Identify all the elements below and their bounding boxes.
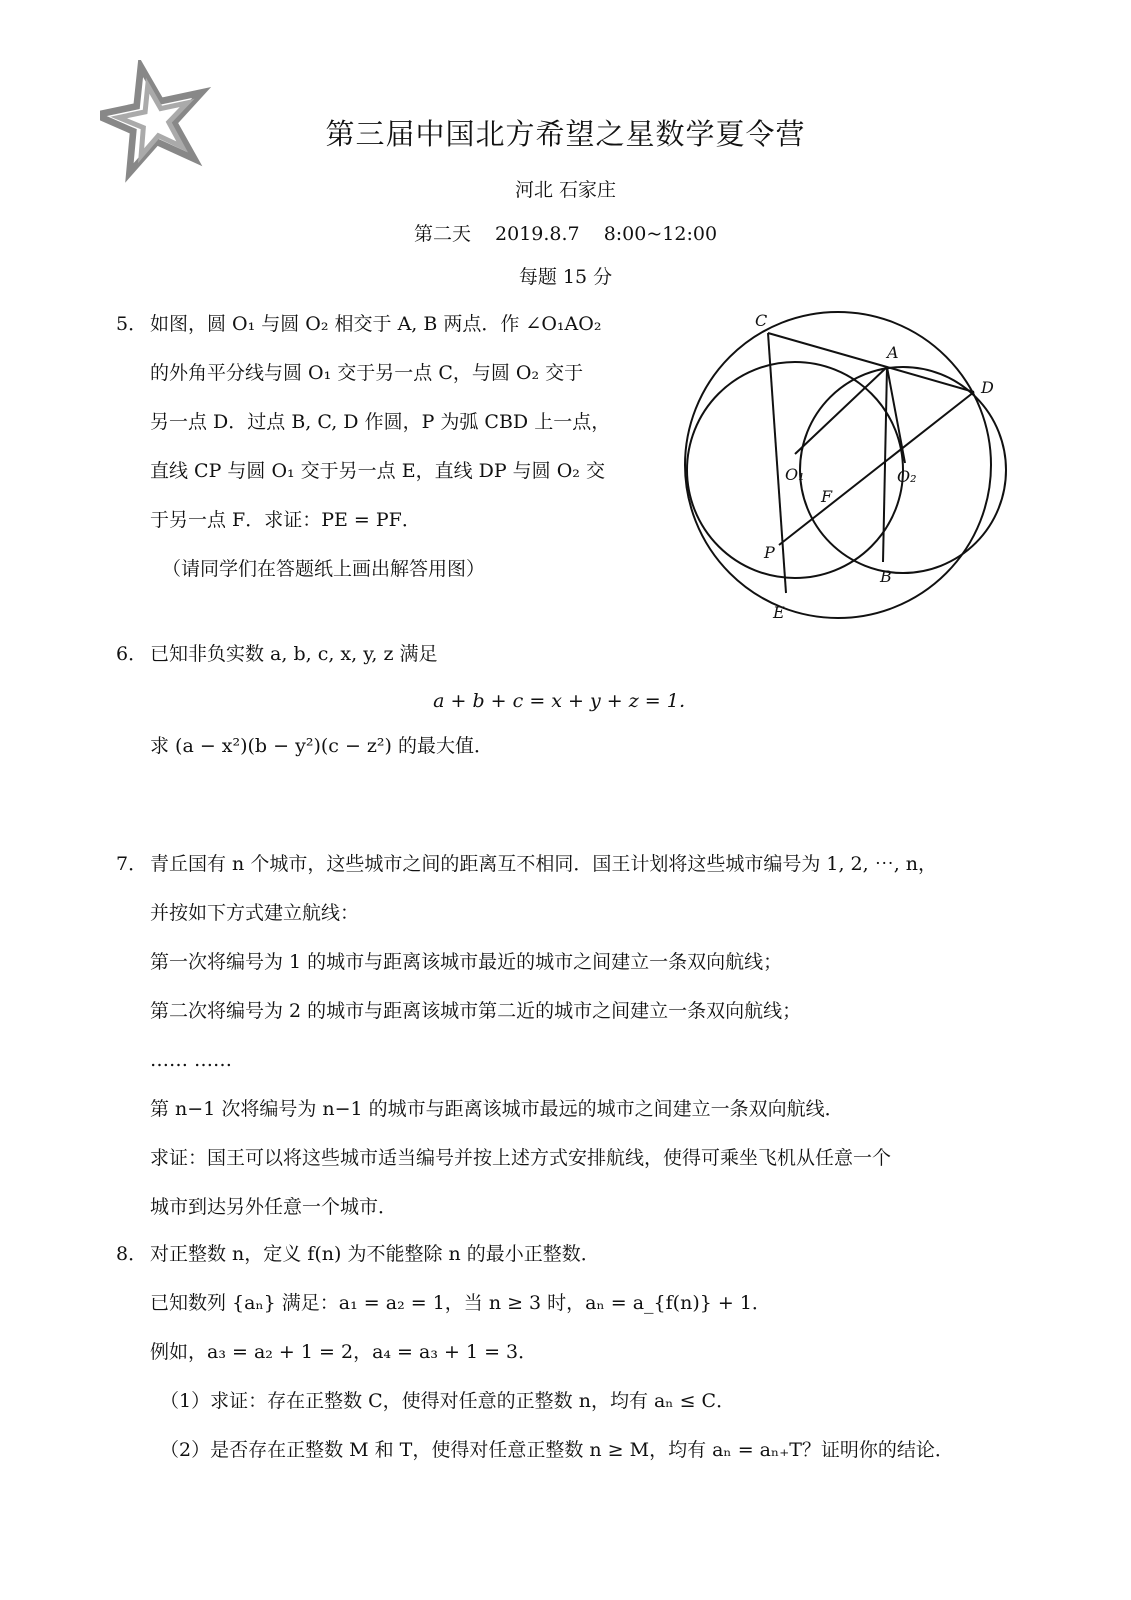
problem-6-number: 6． <box>116 643 148 665</box>
problem-7-line: 第一次将编号为 1 的城市与距离该城市最近的城市之间建立一条双向航线； <box>150 951 783 973</box>
line-a-o2 <box>887 367 905 463</box>
problem-7-text <box>150 840 1030 1232</box>
label-o2: O₂ <box>897 467 917 486</box>
label-d: D <box>981 378 994 397</box>
problem-7-line: 并按如下方式建立航线： <box>150 902 360 924</box>
problem-8-number: 8． <box>116 1243 148 1265</box>
date-label: 2019.8.7 <box>495 223 580 245</box>
problem-8-line: （2）是否存在正整数 M 和 T，使得对任意正整数 n ≥ M，均有 aₙ = aₙ₊T？证明你的结论． <box>160 1439 954 1461</box>
problem-8-line: 已知数列 {aₙ} 满足：a₁ = a₂ = 1，当 n ≥ 3 时，aₙ = a_{f(n)} + 1． <box>150 1292 771 1314</box>
geometry-figure <box>655 300 1035 630</box>
problem-8-line: （1）求证：存在正整数 C，使得对任意的正整数 n，均有 aₙ ≤ C． <box>160 1390 736 1412</box>
problem-7-number: 7． <box>116 853 148 875</box>
problem-7-line: 城市到达另外任意一个城市． <box>150 1196 398 1218</box>
problem-6-line-2: 求 (a − x²)(b − y²)(c − z²) 的最大值． <box>150 735 493 757</box>
problem-6-line-1: 已知非负实数 a, b, c, x, y, z 满足 <box>150 643 438 665</box>
day-date-time <box>0 219 1131 246</box>
problem-8-text <box>150 1230 1030 1475</box>
problem-8-line: 例如，a₃ = a₂ + 1 = 2，a₄ = a₃ + 1 = 3． <box>150 1341 538 1363</box>
day-label: 第二天 <box>413 223 471 245</box>
location: 河北 石家庄 <box>514 179 617 201</box>
line-d-p <box>779 392 974 545</box>
problem-5-line: 于另一点 F．求证：PE = PF． <box>150 509 421 531</box>
label-o1: O₁ <box>785 465 805 484</box>
label-f: F <box>821 487 833 506</box>
line-a-o1 <box>795 367 887 454</box>
circle-bcd <box>685 312 991 618</box>
line-a-b <box>883 367 887 562</box>
problem-7-line: 青丘国有 n 个城市，这些城市之间的距离互不相同．国王计划将这些城市编号为 1, 2, ⋯, n， <box>150 853 938 875</box>
label-c: C <box>755 311 768 330</box>
label-p: P <box>764 543 775 562</box>
problem-5-line: 的外角平分线与圆 O₁ 交于另一点 C，与圆 O₂ 交于 <box>150 362 584 384</box>
label-e: E <box>773 603 785 622</box>
problem-5-number: 5． <box>116 313 148 335</box>
page-title: 第三届中国北方希望之星数学夏令营 <box>325 117 806 151</box>
problem-5-text <box>150 300 640 594</box>
problem-5-note: （请同学们在答题纸上画出解答用图） <box>162 558 486 580</box>
points-note: 每题 15 分 <box>518 266 613 288</box>
problem-5-line: 如图，圆 O₁ 与圆 O₂ 相交于 A, B 两点．作 ∠O₁AO₂ <box>150 313 602 335</box>
label-b: B <box>880 567 892 586</box>
problem-6-equation: a + b + c = x + y + z = 1． <box>433 690 698 712</box>
problem-7-line: 第 n−1 次将编号为 n−1 的城市与距离该城市最远的城市之间建立一条双向航线． <box>150 1098 844 1120</box>
problem-7-line: …… …… <box>150 1049 233 1071</box>
problem-5-line: 直线 CP 与圆 O₁ 交于另一点 E，直线 DP 与圆 O₂ 交 <box>150 460 605 482</box>
problem-7-line: 第二次将编号为 2 的城市与距离该城市第二近的城市之间建立一条双向航线； <box>150 1000 802 1022</box>
label-a: A <box>887 343 899 362</box>
problem-5-line: 另一点 D．过点 B, C, D 作圆，P 为弧 CBD 上一点， <box>150 411 611 433</box>
time-label: 8:00~12:00 <box>603 223 718 245</box>
problem-7-line: 求证：国王可以将这些城市适当编号并按上述方式安排航线，使得可乘坐飞机从任意一个 <box>150 1147 892 1169</box>
problem-8-line: 对正整数 n，定义 f(n) 为不能整除 n 的最小正整数． <box>150 1243 600 1265</box>
